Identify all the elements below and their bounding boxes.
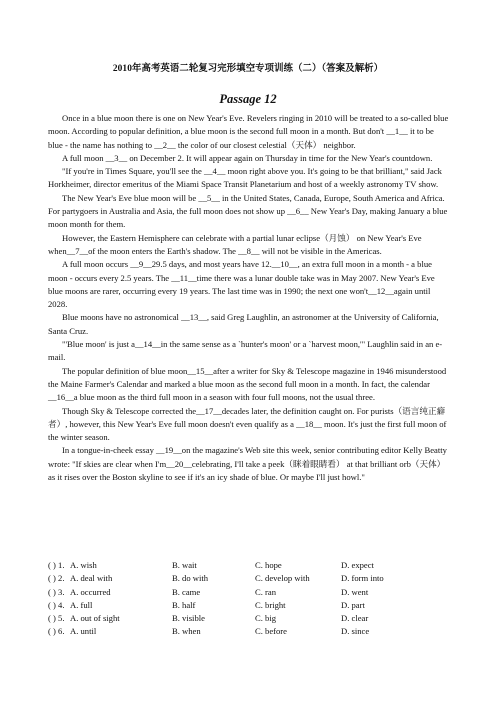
- option-d: D. expect: [341, 560, 374, 570]
- paragraph: In a tongue-in-cheek essay __19__on the magazine's Web site this week, senior contributing editor Kelly Beatty wrote: "If skies are clear when I'm__20__celebrating, I'll take a peek（眯着眼睛看） at that brilliant orb（天体） as it rises over the Boston skyline to see if it's an icy shade of blue. Or maybe I'll just howl.": [48, 445, 447, 483]
- option-row: [48, 599, 448, 612]
- question-number: ( ) 5.: [48, 613, 65, 624]
- option-a: A. deal with: [70, 573, 113, 584]
- option-c: C. develop with: [255, 573, 310, 584]
- passage-heading: Passage 12: [219, 92, 277, 106]
- option-b: B. half: [172, 599, 196, 610]
- paragraph: The New Year's Eve blue moon will be __5__ in the United States, Canada, Europe, South America and Africa. For partygoers in Australia and Asia, the full moon does not show up __6__ New Year's Day, making January a blue moon month for them.: [48, 192, 448, 230]
- option-c: C. before: [255, 626, 287, 637]
- option-a: A. out of sight: [70, 613, 120, 624]
- paragraph: Once in a blue moon there is one on New Year's Eve. Revelers ringing in 2010 will be treated to a so-called blue moon. According to popular definition, a blue moon is the second full moon in a month. But don't __1__ it to be blue - the name has nothing to __2__ the color of our closest celestial（天体） neighbor.: [48, 113, 449, 150]
- question-number: ( ) 3.: [48, 586, 65, 597]
- paragraph: A full moon occurs __9__29.5 days, and most years have 12.__10__, an extra full moon in a month - a blue moon - occurs every 2.5 years. The __11__time there was a lunar double take was in May 2007. New Year's Eve blue moons are rarer, occurring every 19 years. The last time was in 1990; the next one won't__12__again until 2028.: [48, 259, 435, 310]
- paragraph: The popular definition of blue moon__15__after a writer for Sky & Telescope magazine in 1946 misunderstood the Maine Farmer's Calendar and marked a blue moon as the second full moon in a month. In fact, the calendar __16__a blue moon as the third full moon in a season with four full moons, not the usual three.: [48, 365, 447, 403]
- option-c: C. big: [255, 613, 277, 624]
- option-a: A. until: [70, 626, 97, 637]
- question-number: ( ) 6.: [48, 626, 65, 637]
- option-b: B. do with: [172, 573, 209, 584]
- paragraph: Blue moons have no astronomical __13__, said Greg Laughlin, an astronomer at the University of California, Santa Cruz.: [48, 312, 439, 336]
- option-row: [48, 559, 448, 572]
- option-b: B. visible: [172, 613, 205, 624]
- paragraph: "If you're in Times Square, you'll see the __4__ moon right above you. It's going to be that brilliant," said Jack Horkheimer, director emeritus of the Miami Space Transit Planetarium and host of a weekly astronomy TV show.: [48, 166, 442, 190]
- option-row: [48, 586, 448, 599]
- option-b: B. when: [172, 626, 201, 637]
- option-c: C. bright: [255, 599, 286, 610]
- option-row: [48, 612, 448, 625]
- paragraph: However, the Eastern Hemisphere can celebrate with a partial lunar eclipse（月蚀） on New Year's Eve when__7__of the moon enters the Earth's shadow. The __8__ will not be visible in the Americas.: [48, 232, 422, 256]
- option-b: B. wait: [172, 560, 197, 570]
- option-a: A. full: [70, 599, 93, 610]
- options-list: [48, 559, 448, 639]
- option-a: A. occurred: [70, 586, 111, 597]
- passage-body: [48, 112, 450, 484]
- option-row: [48, 572, 448, 585]
- option-a: A. wish: [70, 560, 97, 570]
- option-d: D. since: [341, 626, 370, 637]
- option-b: B. came: [172, 586, 201, 597]
- paragraph: "'Blue moon' is just a__14__in the same sense as a `hunter's moon' or a `harvest moon,'" Laughlin said in an e-mail.: [48, 339, 443, 363]
- option-d: D. clear: [341, 613, 369, 624]
- paragraph: Though Sky & Telescope corrected the__17__decades later, the definition caught on. For purists（语言纯正癖者）, however, this New Year's Eve full moon doesn't even qualify as a __18__ moon. It's just the first full moon of the winter season.: [48, 405, 447, 443]
- option-c: C. hope: [255, 560, 282, 570]
- question-number: ( ) 2.: [48, 573, 65, 584]
- question-number: ( ) 4.: [48, 599, 65, 610]
- question-number: ( ) 1.: [48, 560, 65, 570]
- option-row: [48, 625, 448, 638]
- option-d: D. part: [341, 599, 365, 610]
- paragraph: A full moon __3__ on December 2. It will appear again on Thursday in time for the New Year's countdown.: [62, 152, 433, 163]
- option-d: D. went: [341, 586, 369, 597]
- option-c: C. ran: [255, 586, 277, 597]
- option-d: D. form into: [341, 573, 384, 584]
- document-title: 2010年高考英语二轮复习完形填空专项训练（二）（答案及解析）: [112, 64, 384, 74]
